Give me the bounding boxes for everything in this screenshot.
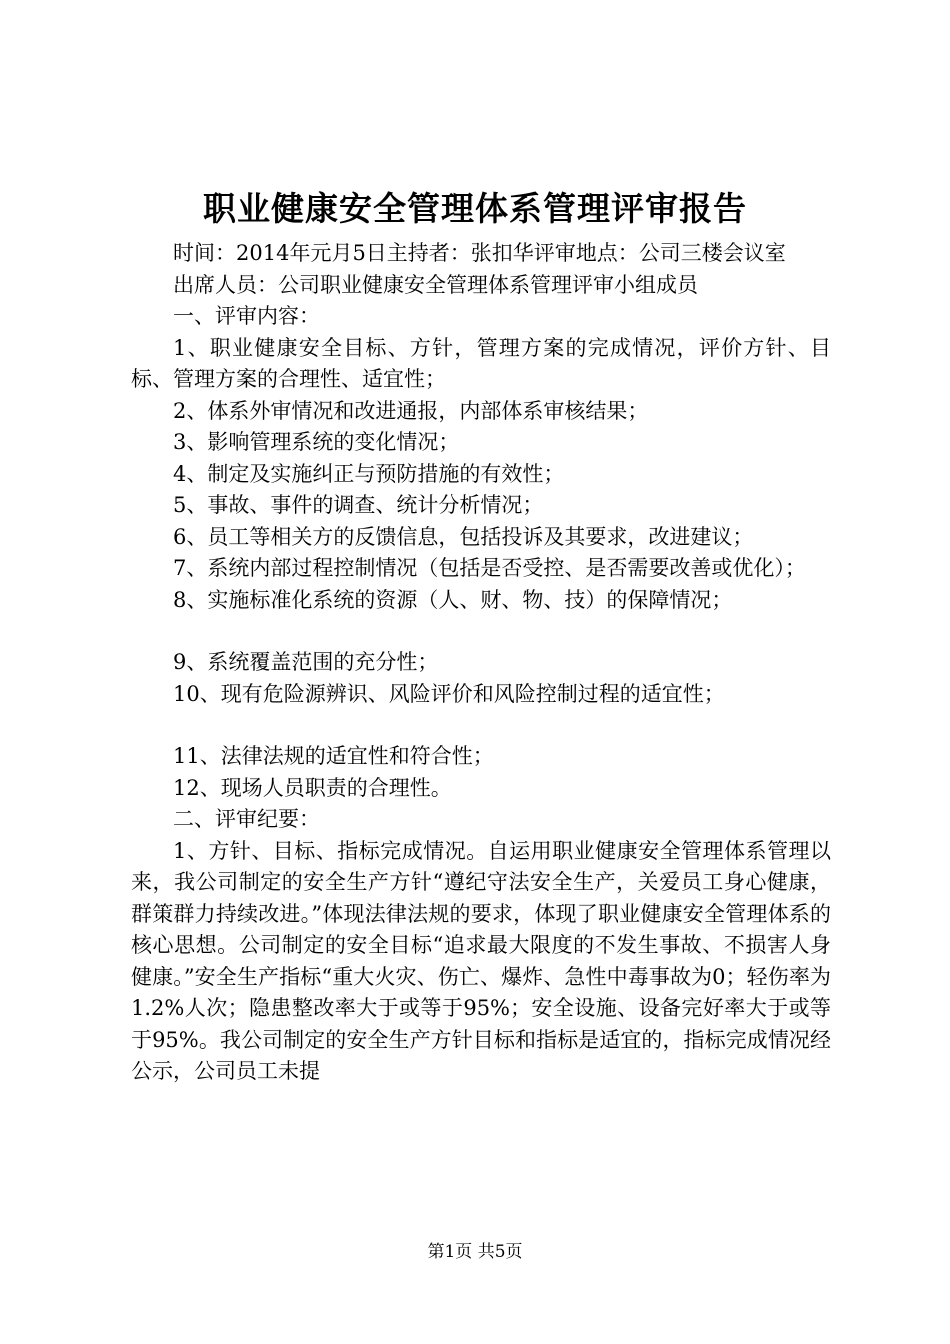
review-item: 6、员工等相关方的反馈信息，包括投诉及其要求，改进建议； bbox=[173, 524, 754, 549]
review-item: 10、现有危险源辨识、风险评价和风险控制过程的适宜性； bbox=[173, 681, 725, 706]
review-item: 2、体系外审情况和改进通报，内部体系审核结果； bbox=[173, 398, 649, 423]
review-item: 5、事故、事件的调查、统计分析情况； bbox=[173, 493, 544, 517]
review-item: 11、法律法规的适宜性和符合性； bbox=[173, 744, 494, 768]
section1-heading: 一、评审内容： bbox=[173, 304, 320, 328]
review-item: 9、系统覆盖范围的充分性； bbox=[173, 650, 439, 674]
review-item: 3、影响管理系统的变化情况； bbox=[173, 430, 460, 454]
attendees-line: 出席人员：公司职业健康安全管理体系管理评审小组成员 bbox=[173, 272, 698, 297]
review-item: 8、实施标准化系统的资源（人、财、物、技）的保障情况； bbox=[173, 587, 733, 612]
page-footer: 第1页 共5页 bbox=[427, 1242, 523, 1262]
document-body bbox=[131, 238, 831, 1088]
review-item: 7、系统内部过程控制情况（包括是否受控、是否需要改善或优化）； bbox=[173, 556, 806, 580]
minutes-paragraph: 1、方针、目标、指标完成情况。自运用职业健康安全管理体系管理以来，我公司制定的安全生产方针“遵纪守法安全生产，关爱员工身心健康，群策群力持续改进。”体现法律法规的要求，体现了职业健康安全管理体系的核心思想。公司制定的安全目标“追求最大限度的不发生事故、不损害人身健康。”安全生产指标“重大火灾、伤亡、爆炸、急性中毒事故为0；轻伤率为1.2%人次；隐患整改率大于或等于95%；安全设施、设备完好率大于或等于95%。我公司制定的安全生产方针目标和指标是适宜的，指标完成情况经公示，公司员工未提 bbox=[131, 838, 831, 1083]
review-item: 1、职业健康安全目标、方针，管理方案的完成情况，评价方针、目标、管理方案的合理性、适宜性； bbox=[131, 335, 831, 391]
meta-line: 时间：2014年元月5日主持者：张扣华评审地点：公司三楼会议室 bbox=[173, 241, 786, 265]
review-item: 12、现场人员职责的合理性。 bbox=[173, 775, 452, 800]
document-title: 职业健康安全管理体系管理评审报告 bbox=[203, 189, 747, 228]
review-item: 4、制定及实施纠正与预防措施的有效性； bbox=[173, 461, 565, 486]
section2-heading: 二、评审纪要： bbox=[173, 807, 320, 831]
